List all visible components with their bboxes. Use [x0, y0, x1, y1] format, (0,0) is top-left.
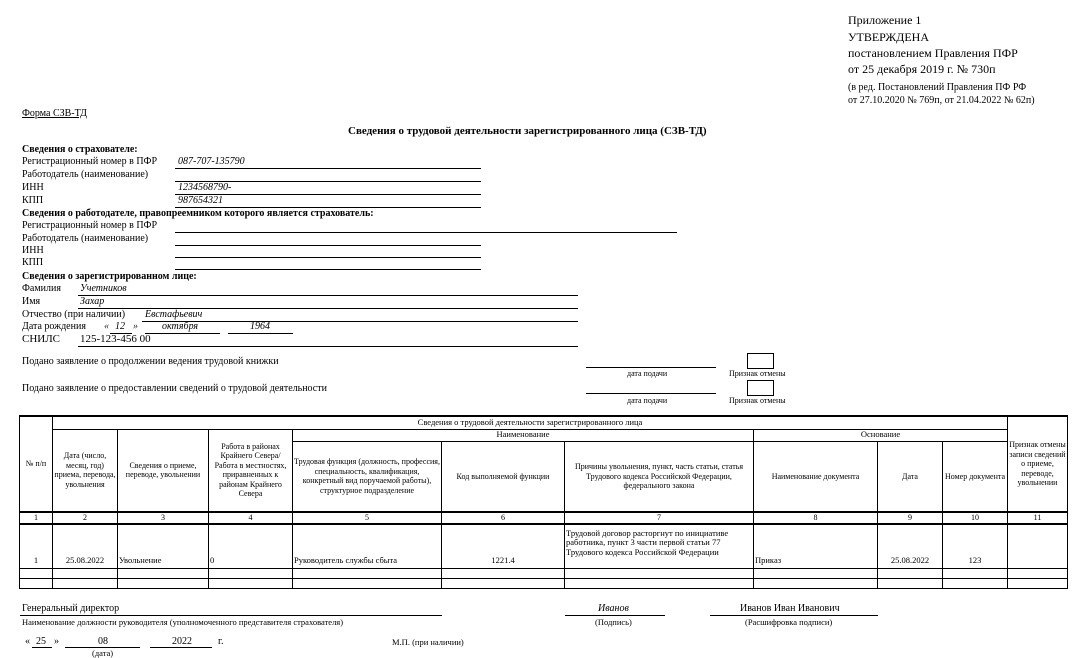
sign-month: 08	[98, 636, 108, 647]
insurer-inn-value: 1234568790-	[178, 182, 232, 193]
patronymic-value: Евстафьевич	[145, 309, 203, 320]
sign-year: 2022	[172, 636, 192, 647]
birth-year-line	[228, 333, 293, 334]
col-num-3: 3	[118, 512, 209, 524]
name-value: Захар	[80, 296, 105, 307]
col-num-9: 9	[878, 512, 943, 524]
col-num-6: 6	[442, 512, 565, 524]
col-num-4: 4	[209, 512, 293, 524]
birth-year: 1964	[250, 321, 270, 332]
birth-month: октября	[162, 321, 199, 332]
predecessor-inn-label: ИНН	[22, 245, 44, 256]
col-header-1: № п/п	[20, 416, 53, 512]
insurer-employer-label: Работодатель (наименование)	[22, 169, 149, 180]
insurer-heading: Сведения о страхователе:	[22, 144, 138, 155]
row-doc-name: Приказ	[754, 524, 878, 569]
col-header-2: Дата (число, месяц, год) приема, перевода, увольнения	[53, 429, 118, 512]
appendix-line-3: постановлением Правления ПФР	[848, 46, 1018, 60]
predecessor-reg-label: Регистрационный номер в ПФР	[22, 220, 157, 231]
patronymic-line	[142, 321, 578, 322]
provide-info-label: Подано заявление о предоставлении сведений о трудовой деятельности	[22, 383, 327, 394]
col-num-10: 10	[943, 512, 1008, 524]
sign-quote-open: «	[25, 636, 30, 647]
insurer-kpp-label: КПП	[22, 195, 44, 206]
sign-day: 25	[36, 636, 46, 647]
surname-line	[78, 295, 578, 296]
col-num-8: 8	[754, 512, 878, 524]
col-header-11: Признак отмены записи сведений о приеме, переводе, увольнении	[1008, 416, 1068, 512]
signer-position-line	[20, 615, 442, 616]
predecessor-kpp-label: КПП	[22, 257, 44, 268]
surname-label: Фамилия	[22, 283, 61, 294]
birth-quote-open: «	[104, 321, 109, 332]
snils-value: 125-123-456 00	[80, 333, 151, 345]
predecessor-employer-label: Работодатель (наименование)	[22, 233, 149, 244]
signer-decode-line	[710, 615, 878, 616]
continue-cancel-box[interactable]	[747, 353, 774, 369]
col-header-9: Дата	[878, 441, 943, 512]
continue-cancel-caption: Признак отмены	[729, 369, 786, 378]
page-title: Сведения о трудовой деятельности зарегистрированного лица (СЗВ-ТД)	[348, 125, 707, 137]
basis-header: Основание	[754, 429, 1008, 441]
continue-book-label: Подано заявление о продолжении ведения трудовой книжки	[22, 356, 279, 367]
provide-cancel-caption: Признак отмены	[729, 396, 786, 405]
sign-year-suffix: г.	[218, 636, 224, 647]
insurer-reg-label: Регистрационный номер в ПФР	[22, 156, 157, 167]
birth-label: Дата рождения	[22, 321, 86, 332]
col-num-1: 1	[20, 512, 53, 524]
appendix-line-2: УТВЕРЖДЕНА	[848, 30, 930, 44]
predecessor-reg-line	[175, 232, 677, 233]
sign-year-line	[150, 647, 212, 648]
col-header-4: Работа в районах Крайнего Севера/Работа в местностях, приравненных к районам Крайнего Севера	[209, 429, 293, 512]
sign-date-caption: (дата)	[92, 648, 114, 658]
appendix-line-1: Приложение 1	[848, 13, 922, 27]
col-header-8: Наименование документа	[754, 441, 878, 512]
snils-label: СНИЛС	[22, 333, 61, 345]
row-cancel	[1008, 524, 1068, 569]
col-header-10: Номер документа	[943, 441, 1008, 512]
row-function: Руководитель службы сбыта	[293, 524, 442, 569]
table-row-empty	[20, 579, 1068, 589]
row-doc-number: 123	[943, 524, 1008, 569]
snils-line	[78, 346, 578, 347]
col-header-6: Код выполняемой функции	[442, 441, 565, 512]
person-heading: Сведения о зарегистрированном лице:	[22, 271, 197, 282]
sign-quote-close: »	[54, 636, 59, 647]
signer-position-caption: Наименование должности руководителя (уполномоченного представителя страхователя)	[22, 617, 344, 627]
appendix-line-6: от 27.10.2020 № 769п, от 21.04.2022 № 62п)	[848, 95, 1035, 106]
surname-value: Учетников	[80, 283, 127, 294]
form-name: Форма СЗВ-ТД	[22, 108, 87, 119]
naming-header: Наименование	[293, 429, 754, 441]
insurer-inn-label: ИНН	[22, 182, 44, 193]
continue-date-line	[586, 367, 716, 368]
row-code: 1221.4	[442, 524, 565, 569]
predecessor-employer-line	[175, 245, 481, 246]
table-row	[20, 524, 1068, 569]
row-number: 1	[20, 524, 53, 569]
insurer-reg-line	[175, 168, 481, 169]
predecessor-kpp-line	[175, 269, 481, 270]
insurer-reg-value: 087-707-135790	[178, 156, 245, 167]
table-row-empty	[20, 569, 1068, 579]
col-num-5: 5	[293, 512, 442, 524]
col-header-7: Причины увольнения, пункт, часть статьи, статья Трудового кодекса Российской Федерации, федерального закона	[565, 441, 754, 512]
predecessor-inn-line	[175, 257, 481, 258]
row-reason: Трудовой договор расторгнут по инициативе работника, пункт 3 части первой статьи 77 Трудового кодекса Российской Федерации	[565, 524, 754, 569]
continue-date-caption: дата подачи	[627, 369, 668, 378]
stamp-label: М.П. (при наличии)	[392, 637, 464, 647]
provide-date-line	[586, 393, 716, 394]
birth-quote-close: »	[133, 321, 138, 332]
row-date: 25.08.2022	[53, 524, 118, 569]
row-north: 0	[209, 524, 293, 569]
patronymic-label: Отчество (при наличии)	[22, 309, 126, 320]
signature-value: Иванов	[598, 603, 629, 614]
work-activity-table	[19, 415, 1068, 589]
col-header-5: Трудовая функция (должность, профессия, специальность, квалификация, конкретный вид поручаемой работы), структурное подразделение	[293, 441, 442, 512]
birth-day: 12	[115, 321, 125, 332]
predecessor-heading: Сведения о работодателе, правопреемником которого является страхователь:	[22, 208, 374, 219]
provide-date-caption: дата подачи	[627, 396, 668, 405]
provide-cancel-box[interactable]	[747, 380, 774, 396]
row-event: Увольнение	[118, 524, 209, 569]
group-header: Сведения о трудовой деятельности зарегистрированного лица	[53, 416, 1008, 429]
signature-caption: (Подпись)	[595, 617, 632, 627]
col-num-11: 11	[1008, 512, 1068, 524]
appendix-line-5: (в ред. Постановлений Правления ПФ РФ	[848, 82, 1027, 93]
appendix-line-4: от 25 декабря 2019 г. № 730п	[848, 62, 996, 76]
col-num-7: 7	[565, 512, 754, 524]
signer-decode-caption: (Расшифровка подписи)	[745, 617, 833, 627]
row-doc-date: 25.08.2022	[878, 524, 943, 569]
col-header-3: Сведения о приеме, переводе, увольнении	[118, 429, 209, 512]
signer-decode: Иванов Иван Иванович	[740, 603, 840, 614]
insurer-kpp-value: 987654321	[178, 195, 223, 206]
signer-position: Генеральный директор	[22, 603, 120, 614]
sign-day-line	[32, 647, 52, 648]
signature-line	[565, 615, 665, 616]
birth-month-line	[145, 333, 220, 334]
name-label: Имя	[22, 296, 41, 307]
col-num-2: 2	[53, 512, 118, 524]
